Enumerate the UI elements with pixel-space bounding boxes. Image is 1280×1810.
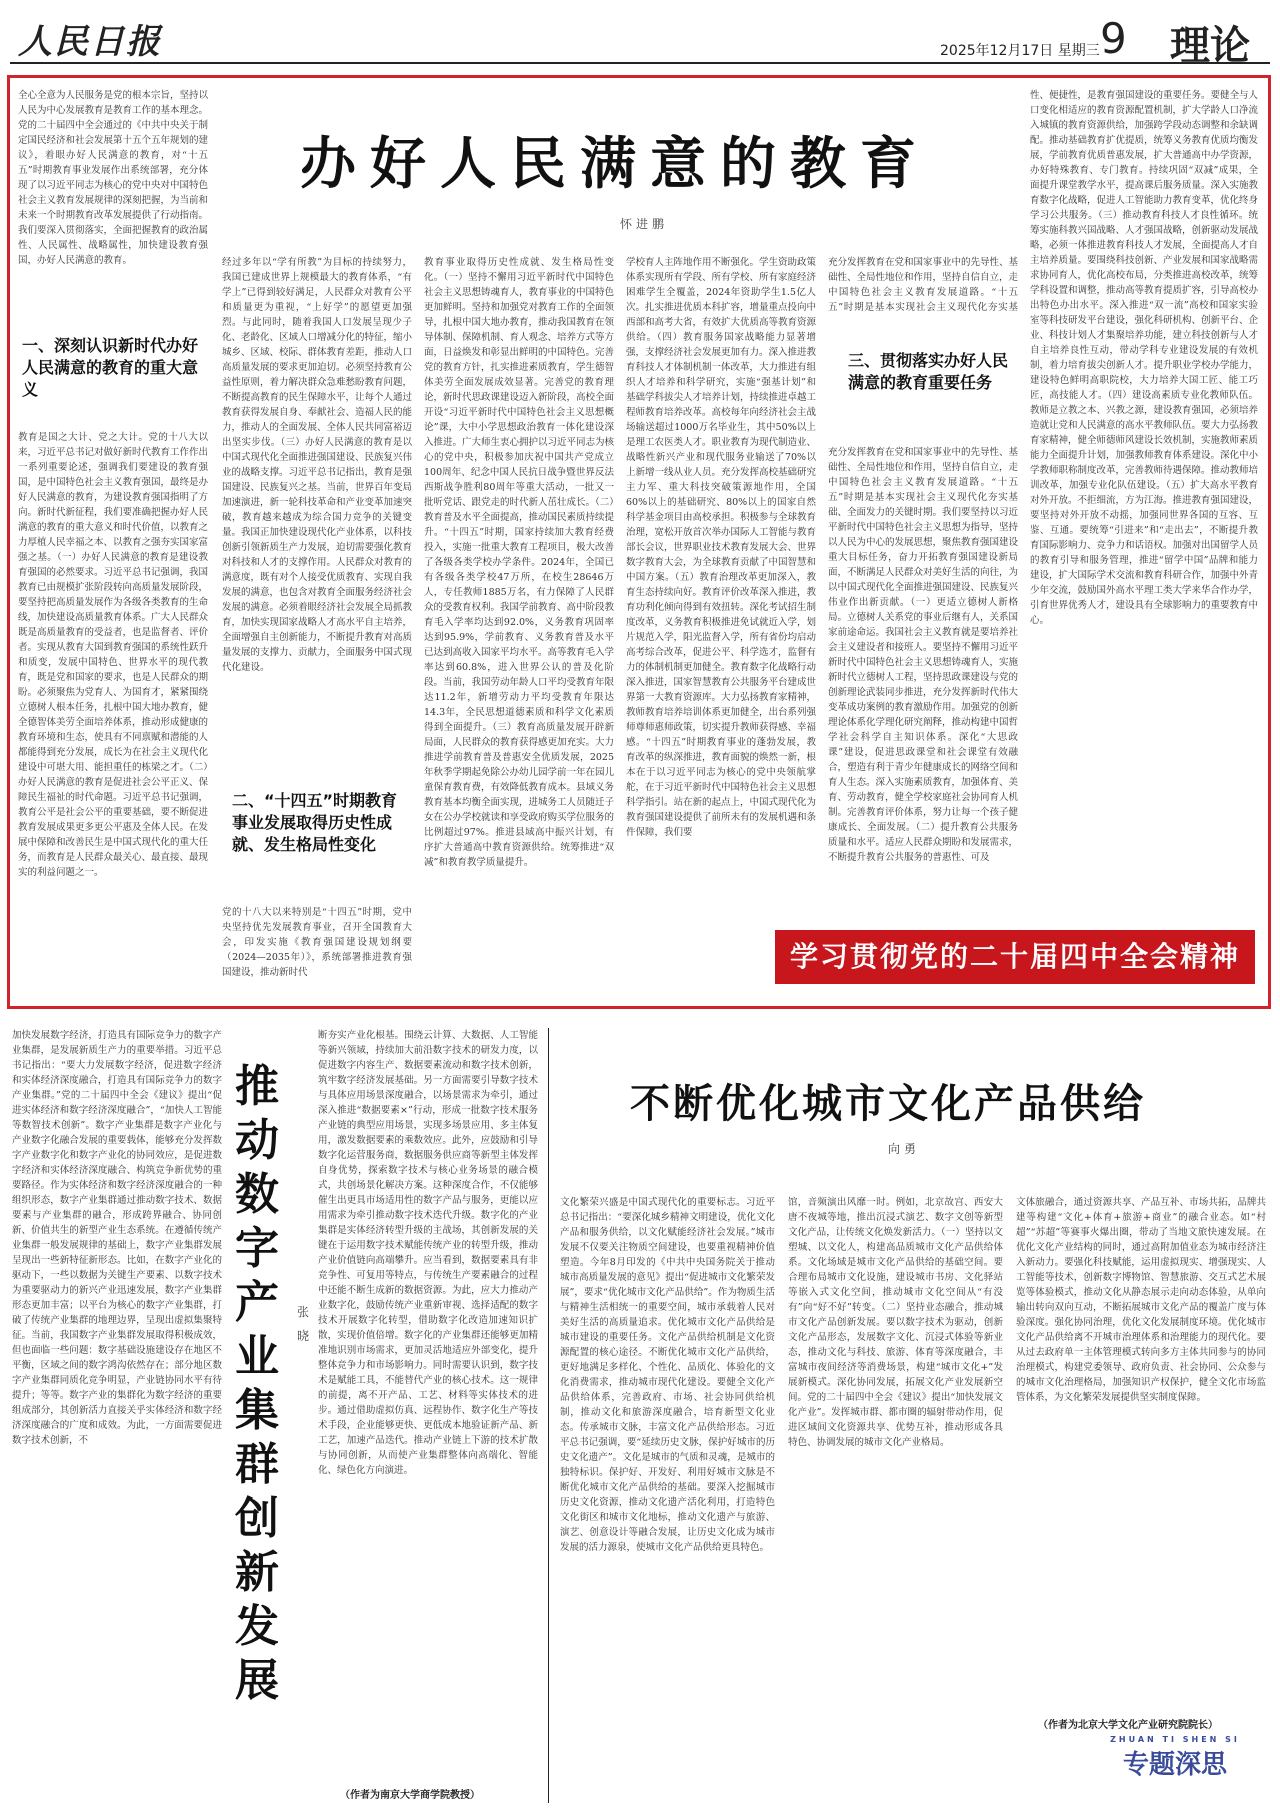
issue-date: 2025年12月17日 星期三 <box>940 43 1100 59</box>
article2-col2: 断夯实产业化根基。围绕云计算、大数据、人工智能等新兴领域，持续加大前沿数字技术的研发力度，以促进数字内容生产、数据要素流动和数字技术创新，筑牢数字经济发展基础。另一方面需要引导数字技术与具体应用场景深度融合，以场景需求为牵引，通过深入推进“数据要素×”行动，形成一批数字技术服务产业链的典型应用场景，实现多场景应用、多主体复用，激发数据要素的乘数效应。此外，应鼓励和引导数字化运营服务商，数据服务供应商等新型主体发挥自身优势，探索数字技术与核心业务场景的融合模式，共创场景化解决方案。这种深度合作，不仅能够催生出更具市场适用性的数字产品与服务，更能以应用需求为牵引推动数字技术迭代升级。数字化的产业集群是实体经济转型升级的主战场，其创新发展的关键在于运用数字技术赋能传统产业的转型升级，推动产业价值链向高端攀升。应当看到，数据要素具有非竞争性、可复用等特点，与传统生产要素融合的过程中还能不断生成新的数据资源。为此，应大力推动产业数字化，鼓励传统产业重新审视、选择适配的数字技术开展数字化转型，借助数字化改造加速知识扩散，实现价值倍增。数字化的产业集群还能够更加精准地识别市场需求，更加灵活地适应外部变化，提升整体竞争力和市场影响力。同时需要认识到，数字技术是赋能工具，不能替代产业的核心技术。这一规律的前提，离不开产品、工艺、材料等实体技术的进步。通过借助虚拟仿真、远程协作、数字化生产等技术手段，企业能够更快、更低成本地验证新产品、新工艺，加速产品迭代。推动产业链上下游的技术扩散与协同创新，从而使产业集群整体向高端化、智能化、绿色化方向演进。 <box>318 1030 538 1476</box>
article3-col3: 文体旅融合，通过资源共享、产品互补、市场共拓，品牌共建等构建“文化+体育+旅游+商业”的融合业态。如“村超”“苏超”等赛事火爆出圈，带动了当地文旅快速发展。在优化文化产业结构的同时，通过高附加值业态为城市经济注入新动力。要强化科技赋能，运用虚拟现实、增强现实、人工智能等技术，创新数字博物馆、智慧旅游、交互式艺术展览等体验模式，推动文化从静态展示走向动态体验，从单向输出转向双向互动，不断拓展城市文化产品的覆盖广度与体验深度。强化协同治理，优化文化发展制度环境。优化城市文化产品供给离不开城市治理体系和治理能力的现代化。要从过去政府单一主体管理模式转向多方主体共同参与的协同治理模式，构建党委领导、政府负责、社会协同、公众参与的城市文化治理格局，加强知识产权保护，健全文化市场监管体系，为文化繁荣发展提供坚实制度保障。 <box>1016 1197 1266 1403</box>
article1-heading-1: 一、深刻认识新时代办好人民满意的教育的重大意义 <box>22 336 199 399</box>
section-name: 理论 <box>1170 22 1250 69</box>
column-divider <box>548 1028 549 1803</box>
feature-column-badge <box>1090 1735 1260 1797</box>
article1-col5: 充分发挥教育在党和国家事业中的先导性、基础性、全局性地位和作用，坚持自信自立，走中国特色社会主义教育发展道路。“十五五”时期是基本实现社会主义现代化夯实基础、全面发力的关键时期。我们要坚持以习近平新时代中国特色社会主义思想为指导，坚持以人民为中心的发展思想，聚焦教育强国建设重大目标任务，奋力开拓教育强国建设新局面，不断满足人民群众对美好生活的向往，为以中国式现代化全面推进强国建设、民族复兴伟业作出新贡献。（一）更适立德树人新格局。立德树人关系党的事业后继有人，关系国家前途命运。我国社会主义教育就是要培养社会主义建设者和接班人。要坚持不懈用习近平新时代中国特色社会主义思想铸魂育人，实施新时代立德树人工程，坚持思政课建设与党的创新理论武装同步推进，充分发挥新时代伟大变革成功案例的教育激励作用。加强党的创新理论体系化学理化研究阐释，推动构建中国哲学社会科学自主知识体系。深化“大思政课”建设，促进思政课堂和社会课堂有效融合，塑造有利于青少年健康成长的网络空间和育人生态。深入实施素质教育，加强体育、美育、劳动教育，健全学校家庭社会协同育人机制。完善教育评价体系，努力让每一个孩子健康成长、全面发展。（二）提升教育公共服务质量和水平。适应人民群众期盼和发展需求，不断提升教育公共服务的普惠性、可及 <box>828 447 1018 863</box>
newspaper-logo: 人民日报 <box>18 22 162 62</box>
article1-col5-top: 充分发挥教育在党和国家事业中的先导性、基础性、全局性地位和作用，坚持自信自立，走中国特色社会主义教育发展道路。“十五五”时期是基本实现社会主义现代化夯实基 <box>828 257 1018 313</box>
article1-col1: 教育是国之大计、党之大计。党的十八大以来，习近平总书记对做好新时代教育工作作出一系列重要论述，强调我们要建设的教育强国，是中国特色社会主义教育强国，最终是办好人民满意的教育，为建设教育强国指明了方向。新时代新征程，我们要准确把握办好人民满意的教育的重大意义和时代价值，以教育之力厚植人民幸福之本、以教育之强夯实国家富强之基。（一）办好人民满意的教育是建设教育强国的必然要求。习近平总书记强调，我国教育已由规模扩张阶段转向高质量发展阶段，要坚持把高质量发展作为各级各类教育的生命线，加快建设高质量教育体系。广大人民群众既是高质量教育的受益者，也是监督者、评价者。实现从教育大国到教育强国的系统性跃升和质变，发展中国特色、世界水平的现代教育，既是党和国家的要求，也是人民群众的期盼。必须聚焦为党育人、为国育才，紧紧围绕立德树人根本任务，扎根中国大地办教育，健全德智体美劳全面培养体系，推动形成健康的教育环境和生态，使具有不同禀赋和潜能的人都能得到充分发展，成长为在社会主义现代化建设中可堪大用、能担重任的栋梁之才。（二）办好人民满意的教育是促进社会公平正义、保障民生福祉的时代命题。习近平总书记强调，教育公平是社会公平的重要基础，要不断促进教育发展成果更多更公平惠及全体人民。在发展中保障和改善民生是中国式现代化的重大任务，而教育是人民群众最关心、最直接、最现实的利益问题之一。 <box>18 432 208 878</box>
series-banner: 学习贯彻党的二十届四中全会精神 <box>775 930 1255 984</box>
article1-col4: 学校育人主阵地作用不断强化。学生资助政策体系实现所有学段、所有学校、所有家庭经济困难学生全覆盖，2024年资助学生1.5亿人次。扎实推进优质本科扩容，增量重点投向中西部和高考大省，有效扩大优质高等教育资源供给。（四）教育服务国家战略能力显著增强，支撑经济社会发展更加有力。深入推进教育科技人才体制机制一体改革，大力推进有组织人才培养和科学研究，实施“强基计划”和基础学科拔尖人才培养计划，持续推进卓越工程师教育培养改革。高校每年向经济社会主战场输送超过1000万名毕业生，其中50%以上是理工农医类人才。职业教育为现代制造业、战略性新兴产业和现代服务业输送了70%以上新增一线从业人员。充分发挥高校基础研究主力军、重大科技突破策源地作用，全国60%以上的基础研究、80%以上的国家自然科学基金项目由高校承担。积极参与全球教育治理，宽松开放首次举办国际人工智能与教育部长会议，世界职业技术教育发展大会、世界数字教育大会，为全球教育贡献了中国智慧和中国方案。（五）教育治理改革更加深入，教育生态持续向好。教育评价改革深入推进，教育功利化倾向得到有效扭转。深化考试招生制度改革，义务教育积极推进免试就近入学，划片规范入学，阳光监督入学，所有省份均启动高考综合改革，促进公平、科学选才，监督有力的体制机制更加健全。教育数字化战略行动深入推进，国家智慧教育公共服务平台建成世界第一大教育资源库。大力弘扬教育家精神，教师教育培养培训体系更加健全，出台系列强师尊师惠师政策，切实提升教师获得感、幸福感。“十四五”时期教育事业的蓬勃发展，教育改革的纵深推进，教育面貌的焕然一新，根本在于以习近平同志为核心的党中央领航掌舵，在于习近平新时代中国特色社会主义思想科学指引。站在新的起点上，中国式现代化为教育强国建设提供了前所未有的发展机遇和条件保障，我们要 <box>626 257 816 838</box>
article1-col2b: 党的十八大以来特别是“十四五”时期，党中央坚持优先发展教育事业，召开全国教育大会，印发实施《教育强国建设规划纲要（2024—2035年）》，系统部署推进教育强国建设，推动新时代 <box>222 907 412 978</box>
article2-author: 张晓 <box>297 1305 310 1343</box>
article3-credit: （作者为北京大学文化产业研究院院长） <box>1038 1720 1218 1731</box>
article3-col1: 文化繁荣兴盛是中国式现代化的重要标志。习近平总书记指出：“要深化城乡精神文明建设，优化文化产品和服务供给，以文化赋能经济社会发展。”城市发展不仅要关注物质空间建设，也要重视精神价值塑造。今年8月印发的《中共中央国务院关于推动城市高质量发展的意见》提出“促进城市文化繁荣发展”，要求“优化城市文化产品供给”。作为物质生活与精神生活相统一的重要空间，城市承载着人民对美好生活的高质量追求。优化城市文化产品供给是城市建设的重要任务。文化产品供给机制是文化资源配置的核心途径。不断优化城市文化产品供给，更好地满足多样化、个性化、品质化、体验化的文化消费需求，推动城市现代化建设。要健全文化产品供给体系，完善政府、市场、社会协同供给机制，推动文化和旅游深度融合，培育新型文化业态。传承城市文脉，丰富文化产品供给形态。习近平总书记强调，要“延续历史文脉，保护好城市的历史文化遗产”。文化是城市的气质和灵魂，是城市的独特标识。保护好、开发好、利用好城市文脉是不断优化城市文化产品供给的基础。要深入挖掘城市历史文化资源，推动文化遗产活化利用，打造特色文化街区和城市文化地标，推动文化遗产与旅游、演艺、创意设计等融合发展，让历史文化成为城市发展的活力源泉，使城市文化产品供给更具特色。 <box>560 1197 775 1553</box>
article1-col2: 经过多年以“学有所教”为目标的持续努力，我国已建成世界上规模最大的教育体系，“有学上”已得到较好满足，人民群众对教育公平和质量更为重视，“上好学”的愿望更加强烈。与此同时，随着我国人口发展呈现少子化、老龄化、区域人口增减分化的特征，缩小城乡、区域、校际、群体教育差距，推动人口高质量发展的要求更加迫切。必须坚持教育公益性原则，着力解决群众急难愁盼教育问题，不断提高教育的民生保障水平，让每个人通过教育获得发展自身、奉献社会、造福人民的能力，推动人的全面发展、全体人民共同富裕迈出坚实步伐。（三）办好人民满意的教育是以中国式现代化全面推进强国建设、民族复兴伟业的战略支撑。习近平总书记指出，教育是强国建设、民族复兴之基。当前，世界百年变局加速演进，新一轮科技革命和产业变革加速突破，教育越来越成为综合国力竞争的关键变量。我国正加快建设现代化产业体系，以科技创新引领新质生产力发展，迫切需要强化教育对科技和人才的支撑作用。人民群众对教育的满意度，既有对个人接受优质教育、实现自我发展的满意，也包含对教育全面服务经济社会发展的满意。必须着眼经济社会发展全局抓教育，加快实现国家战略人才高水平自主培养，全面增强自主创新能力，不断提升教育对高质量发展的支撑力、贡献力，全面服务中国式现代化建设。 <box>222 257 412 673</box>
article1-col3: 教育事业取得历史性成就、发生格局性变化。（一）坚持不懈用习近平新时代中国特色社会主义思想铸魂育人，教育事业的中国特色更加鲜明。坚持和加强党对教育工作的全面领导，扎根中国大地办教育，推动我国教育在领导体制、保障机制、育人观念、培养方式等方面，日益焕发和彰显出鲜明的中国特色。完善党的教育方针，扎实推进素质教育，学生德智体美劳全面发展成效显著。完善党的教育理论，新时代思政课建设迈入新阶段，高校全面开设“习近平新时代中国特色社会主义思想概论”课，大中小学思想政治教育一体化建设深入推进。广大师生衷心拥护以习近平同志为核心的党中央，积极参加庆祝中国共产党成立100周年、纪念中国人民抗日战争暨世界反法西斯战争胜利80周年等重大活动，一批又一批听党话、跟党走的时代新人茁壮成长。（二）教育普及水平全面提高，推动国民素质持续提升。“十四五”时期，国家持续加大教育经费投入，实施一批重大教育工程项目，极大改善了各级各类学校办学条件。2024年，全国已有各级各类学校47万所，在校生28646万人，专任教师1885万名，有力保障了人民群众的受教育权利。我国学前教育、高中阶段教育毛入学率均达到92.0%，义务教育巩固率达到95.9%，学前教育、义务教育普及水平已达到高收入国家平均水平。高等教育毛入学率达到60.8%，进入世界公认的普及化阶段。当前，我国劳动年龄人口平均受教育年限达11.2年，新增劳动力平均受教育年限达14.3年，全民思想道德素质和科学文化素质得到全面提升。（三）教育高质量发展开辟新局面，人民群众的教育获得感更加充实。大力推进学前教育普及普惠安全优质发展，2025年秋季学期起免除公办幼儿园学前一年在园儿童保育教育费，有效降低教育成本。县域义务教育基本均衡全面实现，进城务工人员随迁子女在公办学校就读和享受政府购买学位服务的比例超过97%。推进县域高中振兴计划，有序扩大普通高中教育资源供给。统筹推进“双减”和教育教学质量提升。 <box>424 257 614 868</box>
article3-author: 向勇 <box>888 1142 921 1156</box>
article1-col6: 性、便捷性，是教育强国建设的重要任务。要健全与人口变化相适应的教育资源配置机制，扩大学龄人口净流入城镇的教育资源供给，加强跨学段动态调整和余缺调配。推动基础教育扩优提质，统筹义务教育优质均衡发展，学前教育优质普惠发展，扩大普通高中办学资源，办好特殊教育、专门教育。持续巩固“双减”成果，全面提升课堂教学水平，提高课后服务质量。深入实施教育数字化战略，促进人工智能助力教育变革，优化终身学习公共服务。（三）推动教育科技人才良性循环。统筹实施科教兴国战略、人才强国战略，创新驱动发展战略，必须一体推进教育科技人才发展，全面提高人才自主培养质量。要围绕科技创新、产业发展和国家战略需求协同育人，优化高校布局，分类推进高校改革，统筹学科设置和调整，推动高等教育提质扩容，引导高校办出特色办出水平。深入推进“双一流”高校和国家实验室等科技研发平台建设，强化科研机构、创新平台、企业、科技计划人才集聚培养功能，建立科技创新与人才自主培养良性互动，带动学科专业建设发展的有效机制，着力培育拔尖创新人才。提升职业学校办学能力，建设特色鲜明高职院校，大力培养大国工匠、能工巧匠，高技能人才。（四）建设高素质专业化教师队伍。教师是立教之本、兴教之源，建设教育强国，必须培养造就让党和人民满意的高水平教师队伍。要大力弘扬教育家精神，健全师德师风建设长效机制，实施教师素质能力全面提升计划，加强教师教育体系建设。深化中小学教师职称制度改革，完善教师待遇保障。推动教师培训改革，加强专业化队伍建设。（五）扩大高水平教育对外开放。不拒细流，方为江海。推进教育强国建设，要坚持对外开放不动摇，加强同世界各国的互容、互鉴、互通。要统筹“引进来”和“走出去”，不断提升教育国际影响力、竞争力和话语权。加强对出国留学人员的教育引导和服务管理，推进“留学中国”品牌和能力建设，扩大国际学术交流和教育科研合作，加强中外青少年交流，鼓励国外高水平理工类大学来华合作办学，引育世界优秀人才，建设具有全球影响力的重要教育中心。 <box>1030 90 1258 626</box>
article1-author: 怀进鹏 <box>620 217 669 231</box>
article2-title: 推动数字产业集群创新发展 <box>235 1061 279 1706</box>
article1-intro: 全心全意为人民服务是党的根本宗旨，坚持以人民为中心发展教育是教育工作的基本理念。党的二十届四中全会通过的《中共中央关于制定国民经济和社会发展第十五个五年规划的建议》，着眼办好人民满意的教育，对“十五五”时期教育事业发展作出系统部署，充分体现了以习近平同志为核心的党中央对中国特色社会主义教育发展规律的深刻把握，为当前和未来一个时期教育改革发展提供了行动指南。我们要深入贯彻落实，全面把握教育的政治属性、人民属性、战略属性，加快建设教育强国，办好人民满意的教育。 <box>18 90 208 266</box>
page-number: 9 <box>1100 14 1127 63</box>
article3-col2: 馆，音频演出风靡一时。例如，北京故宫、西安大唐不夜城等地，推出沉浸式演艺、数字文创等新型文化产品，让传统文化焕发新活力。（一）坚持以文塑城、以文化人，构建高品质城市文化产品供给体系。文化场域是城市文化产品供给的基础空间。要合理布局城市文化设施，建设城市书房、文化驿站等嵌入式文化空间，推动城市文化空间从“有没有”向“好不好”转变。（二）坚持业态融合，推动城市文化产品创新发展。要以数字技术为驱动，创新文化产品形态，发展数字文化、沉浸式体验等新业态，推动文化与科技、旅游、体育等深度融合，丰富城市夜间经济等消费场景，构建“城市文化+”发展新模式。深化协同发展，拓展文化产业发展新空间。党的二十届四中全会《建议》提出“加快发展文化产业”。发挥城市群、都市圈的辐射带动作用，促进区域间文化资源共享、优势互补，推动形成各具特色、协调发展的城市文化产业格局。 <box>788 1197 1003 1448</box>
article3-title: 不断优化城市文化产品供给 <box>630 1080 1146 1127</box>
article1-heading-2: 二、“十四五”时期教育事业发展取得历史性成就、发生格局性变化 <box>232 791 398 854</box>
article1-title: 办好人民满意的教育 <box>300 131 930 197</box>
article1-heading-3: 三、贯彻落实办好人民满意的教育重要任务 <box>848 351 1009 392</box>
badge-pinyin: ZHUAN TI SHEN SI <box>1110 1735 1240 1744</box>
article2-col1: 加快发展数字经济，打造具有国际竞争力的数字产业集群，是发展新质生产力的重要举措。习近平总书记指出：“要大力发展数字经济，促进数字经济和实体经济深度融合，打造具有国际竞争力的数字产业集群。”党的二十届四中全会《建议》提出“促进实体经济和数字经济深度融合”，“加快人工智能等数智技术创新”。数字产业集群是数字产业化与产业数字化融合发展的重要载体，能够充分发挥数字产业数字化和数字产业化的协同效应，是促进数字经济和实体经济深度融合、构筑竞争新优势的重要路径。作为实体经济和数字经济深度融合的一种组织形态，数字产业集群通过推动数字技术、数据要素与产业集群的融合，形成跨界融合、协同创新、价值共生的新型产业生态系统。在遵循传统产业集群一般发展规律的基础上，数字产业集群发展呈现出一些新特征新形态。比如，在数字产业化的驱动下，一些以数据为关键生产要素、以数字技术为重要驱动力的新兴产业迅速发展，数字产业集群形态更加丰富；以平台为核心的数字产业集群，打破了传统产业集群的地理边界，呈现出虚拟集聚特征。当前，我国数字产业集群发展取得积极成效，但也面临一些问题：数字基础设施建设存在地区不平衡，区域之间的数字鸿沟依然存在；部分地区数字产业集群同质化竞争明显，产业链协同水平有待提升；等等。数字产业的集群化为数字经济的重要组成部分，其创新活力直接关乎实体经济和数字经济深度融合的广度和成效。为此，一方面需要促进数字技术创新，不 <box>12 1030 222 1446</box>
badge-title: 专题深思 <box>1122 1750 1227 1780</box>
masthead <box>10 8 1270 69</box>
article2-credit: （作者为南京大学商学院教授） <box>340 1790 480 1801</box>
